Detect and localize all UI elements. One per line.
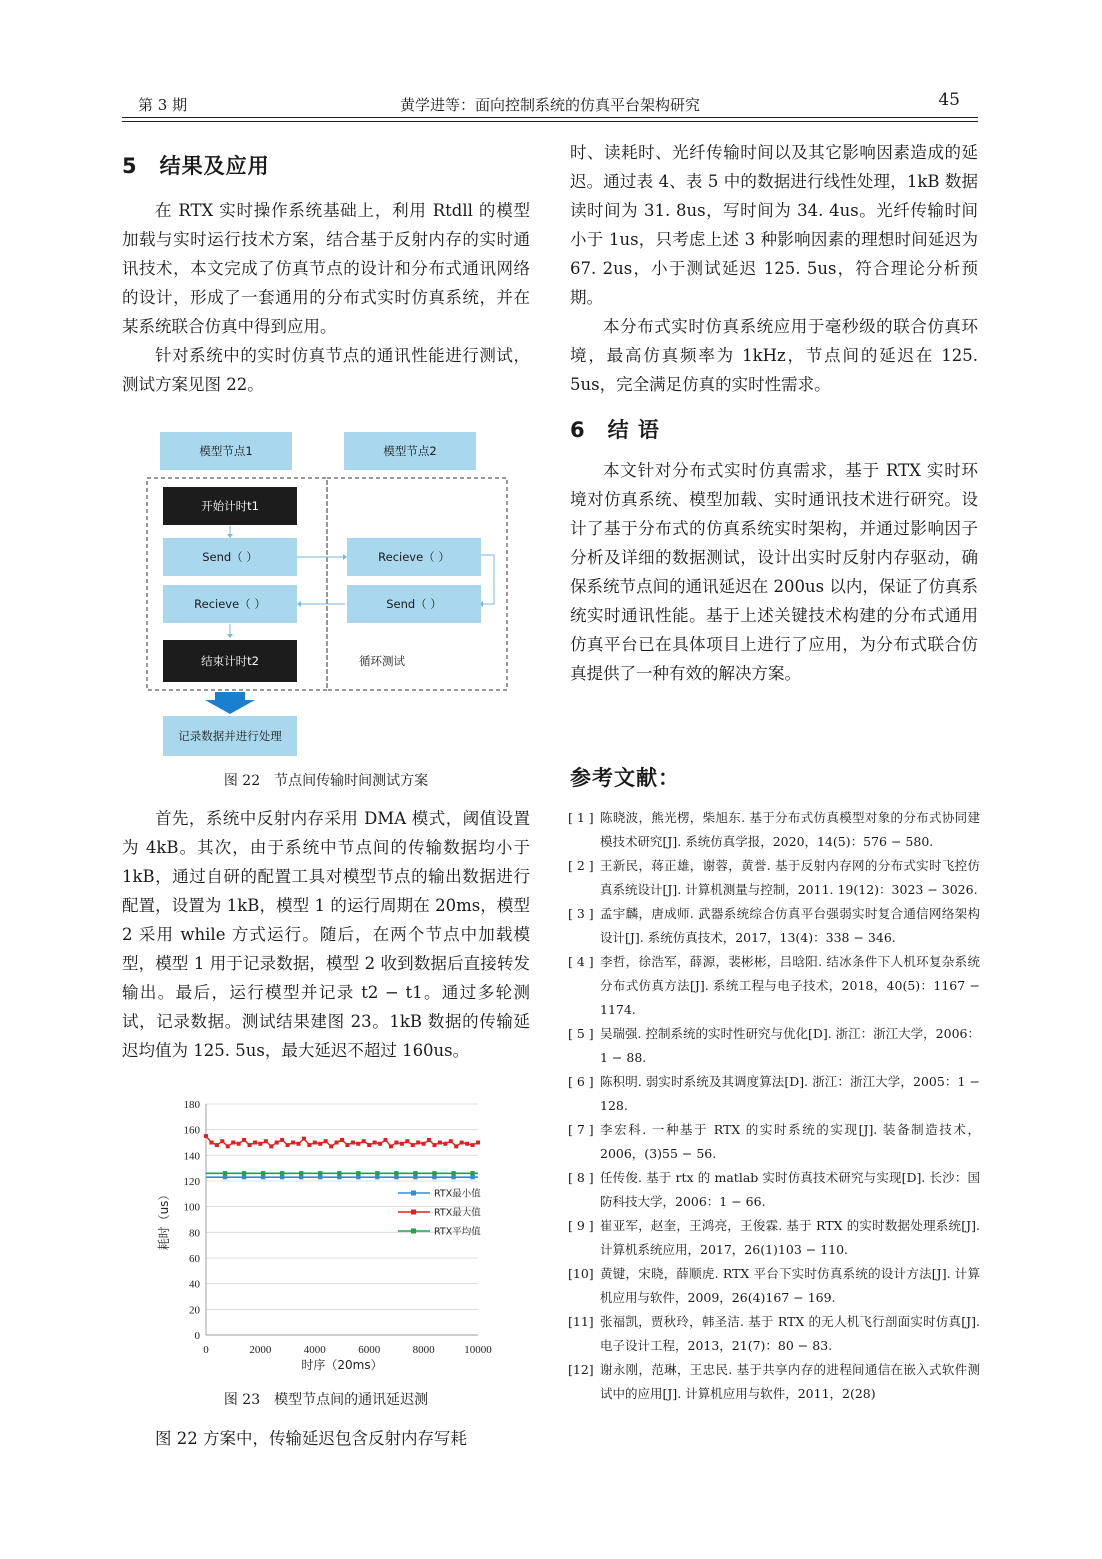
series-marker xyxy=(204,1134,208,1138)
series-marker xyxy=(261,1175,265,1179)
series-marker xyxy=(337,1175,341,1179)
y-tick-label: 0 xyxy=(194,1330,200,1342)
series-marker xyxy=(405,1139,409,1143)
section-5-paragraph-3: 首先，系统中反射内存采用 DMA 模式，阈值设置为 4kB。其次，由于系统中节点间的传输数据均小于 1kB，通过自研的配置工具对模型节点的输出数据进行配置，设置为 1kB，模型 1 的运行周期在 20ms，模型 2 采用 while 方式运行。随后，在两个节点中加载模型，模型 1 用于记录数据，模型 2 收到数据后直接转发输出。最后，运行模型并记录 t2 − t1。通过多轮测试，记录数据。测试结果建图 23。1kB 数据的传输延迟均值为 125. 5us，最大延迟不超过 160us。 xyxy=(122,809,530,1060)
series-marker xyxy=(340,1138,344,1142)
series-marker xyxy=(237,1142,241,1146)
reference-text: 任传俊. 基于 rtx 的 matlab 实时仿真技术研究与实现[D]. 长沙：国防科技大学，2006：1 − 66. xyxy=(600,1170,980,1209)
figure-23-chart xyxy=(140,1090,500,1380)
series-marker xyxy=(258,1142,262,1146)
x-tick-label: 4000 xyxy=(303,1344,326,1356)
start-timer-box: 开始计时t1 xyxy=(163,487,297,525)
series-marker xyxy=(275,1141,279,1145)
reference-text: 吴瑞强. 控制系统的实时性研究与优化[D]. 浙江：浙江大学，2006：1 − 88. xyxy=(600,1026,980,1065)
figure-22-connectors xyxy=(140,430,520,730)
x-tick-label: 2000 xyxy=(249,1344,272,1356)
series-marker xyxy=(476,1141,480,1145)
series-marker xyxy=(373,1141,377,1145)
series-marker xyxy=(291,1141,295,1145)
series-marker xyxy=(375,1175,379,1179)
series-marker xyxy=(470,1171,474,1175)
reference-number: [ 2 ] xyxy=(568,858,594,873)
reference-text: 陈晓波，熊光楞，柴旭东. 基于分布式仿真模型对象的分布式协同建模技术研究[J]. 系统仿真学报，2020，14(5)：576 − 580. xyxy=(600,810,980,849)
section-5-body-last xyxy=(122,1424,530,1453)
series-marker xyxy=(223,1171,227,1175)
series-marker xyxy=(438,1141,442,1145)
reference-item xyxy=(568,1022,980,1070)
series-marker xyxy=(307,1143,311,1147)
right-column-body xyxy=(570,138,978,399)
end-timer-box: 结束计时t2 xyxy=(163,640,297,682)
series-marker xyxy=(449,1139,453,1143)
section-5-paragraph-4: 图 22 方案中，传输延迟包含反射内存写耗 xyxy=(155,1429,467,1448)
series-marker xyxy=(389,1144,393,1148)
references-list xyxy=(568,806,980,1406)
legend-label: RTX最大值 xyxy=(434,1207,481,1219)
legend-marker xyxy=(411,1229,416,1234)
section-6-paragraph-1: 本文针对分布式实时仿真需求，基于 RTX 实时环境对仿真系统、模型加载、实时通讯技术进行研究。设计了基于分布式的仿真系统实时架构，并通过影响因子分析及详细的数据测试，设计出实时反射内存驱动，确保系统节点间的通讯延迟在 200us 以内，保证了仿真系统实时通讯性能。基于上述关键技术构建的分布式通用仿真平台已在具体项目上进行了应用，为分布式联合仿真提供了一种有效的解决方案。 xyxy=(570,461,978,683)
series-marker xyxy=(394,1171,398,1175)
header-rule-thin xyxy=(122,121,978,122)
legend-label: RTX平均值 xyxy=(434,1226,481,1238)
y-tick-label: 40 xyxy=(189,1278,200,1291)
legend-marker xyxy=(411,1191,416,1196)
reference-number: [ 3 ] xyxy=(568,906,594,921)
series-marker xyxy=(269,1144,273,1148)
series-marker xyxy=(318,1142,322,1146)
issue-number: 第 3 期 xyxy=(138,96,188,114)
reference-text: 李哲，徐浩军，薛源，裴彬彬，吕晗阳. 结冰条件下人机环复杂系统分布式仿真方法[J]. 系统工程与电子技术，2018，40(5)：1167 − 1174. xyxy=(600,954,980,1017)
running-title: 黄学进等：面向控制系统的仿真平台架构研究 xyxy=(399,96,700,114)
node1-label: 模型节点1 xyxy=(160,432,292,470)
right-paragraph-1: 时、读耗时、光纤传输时间以及其它影响因素造成的延迟。通过表 4、表 5 中的数据进行线性处理，1kB 数据读时间为 31. 8us，写时间为 34. 4us。光纤传输时间小于 1us，只考虑上述 3 种影响因素的理想时间延迟为 67. 2us，小于测试延迟 125. 5us，符合理论分析预期。 xyxy=(570,143,978,307)
reference-number: [ 4 ] xyxy=(568,954,594,969)
send-box-1: Send（ ） xyxy=(163,538,297,576)
reference-item xyxy=(568,1070,980,1118)
reference-text: 张福凯，贾秋玲，韩圣洁. 基于 RTX 的无人机飞行剖面实时仿真[J]. 电子设计工程，2013，21(7)：80 − 83. xyxy=(600,1314,980,1353)
series-marker xyxy=(432,1143,436,1147)
reference-text: 李宏科. 一种基于 RTX 的实时系统的实现[J]. 装备制造技术，2006，(3)55 − 56. xyxy=(600,1122,980,1161)
series-marker xyxy=(223,1175,227,1179)
series-marker xyxy=(226,1144,230,1148)
series-marker xyxy=(427,1138,431,1142)
series-marker xyxy=(356,1175,360,1179)
reference-number: [ 8 ] xyxy=(568,1170,594,1185)
reference-number: [11] xyxy=(568,1314,594,1329)
series-marker xyxy=(313,1141,317,1145)
reference-text: 谢永刚，范琳，王忠民. 基于共享内存的进程间通信在嵌入式软件测试中的应用[J]. 计算机应用与软件，2011，2(28) xyxy=(600,1362,980,1401)
y-axis-title: 耗时（us） xyxy=(157,1188,171,1251)
series-marker xyxy=(209,1141,213,1145)
series-marker xyxy=(356,1142,360,1146)
x-tick-label: 6000 xyxy=(358,1344,381,1356)
running-header xyxy=(122,90,978,120)
legend-label: RTX最小值 xyxy=(434,1188,481,1200)
reference-text: 王新民，蒋正雄，谢蓉，黄誉. 基于反射内存网的分布式实时飞控仿真系统设计[J]. 计算机测量与控制，2011. 19(12)：3023 − 3026. xyxy=(600,858,980,897)
series-marker xyxy=(215,1143,219,1147)
series-marker xyxy=(280,1171,284,1175)
reference-text: 陈积明. 弱实时系统及其调度算法[D]. 浙江：浙江大学，2005：1 − 128. xyxy=(600,1074,980,1113)
reference-item xyxy=(568,1166,980,1214)
series-marker xyxy=(242,1175,246,1179)
series-marker xyxy=(413,1175,417,1179)
references-title: 参考文献： xyxy=(570,766,680,790)
reference-item xyxy=(568,854,980,902)
series-marker xyxy=(375,1171,379,1175)
series-marker xyxy=(335,1141,339,1145)
section-5-body xyxy=(122,196,530,399)
series-marker xyxy=(416,1141,420,1145)
y-tick-label: 80 xyxy=(189,1227,200,1240)
series-marker xyxy=(465,1142,469,1146)
node2-label: 模型节点2 xyxy=(344,432,476,470)
series-marker xyxy=(220,1139,224,1143)
record-data-box: 记录数据并进行处理 xyxy=(163,716,297,756)
x-tick-label: 0 xyxy=(203,1344,209,1356)
reference-item xyxy=(568,950,980,1022)
reference-number: [ 6 ] xyxy=(568,1074,594,1089)
arrow-recieve-send-loop xyxy=(481,555,494,604)
series-marker xyxy=(337,1171,341,1175)
series-marker xyxy=(318,1171,322,1175)
series-marker xyxy=(367,1143,371,1147)
x-axis-title: 时序（20ms） xyxy=(301,1358,383,1372)
series-marker xyxy=(261,1171,265,1175)
send-box-2: Send（ ） xyxy=(347,585,481,623)
series-marker xyxy=(394,1141,398,1145)
reference-number: [ 7 ] xyxy=(568,1122,594,1137)
section-6-title: 6 结 语 xyxy=(570,418,660,442)
y-tick-label: 60 xyxy=(189,1253,200,1265)
reference-item xyxy=(568,1310,980,1358)
series-marker xyxy=(422,1142,426,1146)
series-marker xyxy=(471,1143,475,1147)
reference-item xyxy=(568,806,980,854)
section-6-body xyxy=(570,456,978,688)
reference-item xyxy=(568,902,980,950)
series-marker xyxy=(231,1141,235,1145)
series-marker xyxy=(296,1142,300,1146)
reference-number: [10] xyxy=(568,1266,594,1281)
series-marker xyxy=(324,1139,328,1143)
series-marker xyxy=(451,1175,455,1179)
series-marker xyxy=(351,1141,355,1145)
section-5-title: 5 结果及应用 xyxy=(122,154,270,178)
series-marker xyxy=(432,1175,436,1179)
x-tick-label: 10000 xyxy=(464,1344,492,1356)
y-tick-label: 100 xyxy=(183,1201,200,1214)
series-marker xyxy=(356,1171,360,1175)
series-marker xyxy=(329,1144,333,1148)
page-number: 45 xyxy=(938,90,960,110)
section-5-paragraph-2: 针对系统中的实时仿真节点的通讯性能进行测试，测试方案见图 22。 xyxy=(122,346,530,394)
series-marker xyxy=(443,1142,447,1146)
header-rule xyxy=(122,117,978,118)
y-tick-label: 20 xyxy=(189,1304,200,1317)
y-tick-label: 140 xyxy=(183,1150,200,1163)
section-5-body-continued xyxy=(122,804,530,1065)
reference-number: [12] xyxy=(568,1362,594,1377)
series-marker xyxy=(378,1142,382,1146)
reference-item xyxy=(568,1262,980,1310)
figure-22-caption: 图 22 节点间传输时间测试方案 xyxy=(223,773,429,789)
series-marker xyxy=(454,1144,458,1148)
reference-number: [ 1 ] xyxy=(568,810,594,825)
series-marker xyxy=(345,1143,349,1147)
series-marker xyxy=(460,1141,464,1145)
series-marker xyxy=(286,1143,290,1147)
big-down-arrow xyxy=(205,692,255,714)
series-marker xyxy=(413,1171,417,1175)
series-marker xyxy=(432,1171,436,1175)
series-marker xyxy=(280,1138,284,1142)
series-marker xyxy=(394,1175,398,1179)
reference-item xyxy=(568,1214,980,1262)
recieve-box-2: Recieve（ ） xyxy=(347,538,481,576)
series-marker xyxy=(299,1171,303,1175)
reference-item xyxy=(568,1358,980,1406)
reference-text: 黄键，宋晓，薛顺虎. RTX 平台下实时仿真系统的设计方法[J]. 计算机应用与软件，2009，26(4)167 − 169. xyxy=(600,1266,980,1305)
right-paragraph-2: 本分布式实时仿真系统应用于毫秒级的联合仿真环境，最高仿真频率为 1kHz，节点间的延迟在 125. 5us，完全满足仿真的实时性需求。 xyxy=(570,317,978,394)
recieve-box-1: Recieve（ ） xyxy=(163,585,297,623)
series-marker xyxy=(384,1138,388,1142)
series-marker xyxy=(302,1137,306,1141)
series-marker xyxy=(253,1141,257,1145)
series-marker xyxy=(248,1143,252,1147)
series-marker xyxy=(299,1175,303,1179)
series-marker xyxy=(280,1175,284,1179)
series-marker xyxy=(451,1171,455,1175)
series-marker xyxy=(264,1139,268,1143)
series-marker xyxy=(242,1171,246,1175)
series-marker xyxy=(318,1175,322,1179)
y-tick-label: 180 xyxy=(183,1099,200,1111)
section-5-paragraph-1: 在 RTX 实时操作系统基础上，利用 Rtdll 的模型加载与实时运行技术方案，结合基于反射内存的实时通讯技术，本文完成了仿真节点的设计和分布式通讯网络的设计，形成了一套通用的分布式实时仿真系统，并在某系统联合仿真中得到应用。 xyxy=(122,201,530,336)
series-marker xyxy=(242,1138,246,1142)
figure-22-flowchart xyxy=(140,430,520,765)
y-tick-label: 160 xyxy=(183,1124,200,1137)
loop-test-label: 循环测试 xyxy=(359,654,405,668)
reference-number: [ 5 ] xyxy=(568,1026,594,1041)
y-tick-label: 120 xyxy=(183,1176,200,1188)
legend-marker xyxy=(411,1210,416,1215)
reference-number: [ 9 ] xyxy=(568,1218,594,1233)
reference-text: 孟宇麟，唐成师. 武器系统综合仿真平台强弱实时复合通信网络架构设计[J]. 系统仿真技术，2017，13(4)：338 − 346. xyxy=(600,906,980,945)
series-marker xyxy=(362,1139,366,1143)
reference-item xyxy=(568,1118,980,1166)
series-marker xyxy=(400,1142,404,1146)
series-marker xyxy=(470,1175,474,1179)
figure-23-caption: 图 23 模型节点间的通讯延迟测 xyxy=(223,1392,429,1408)
reference-text: 崔亚军，赵奎，王鸿亮，王俊霖. 基于 RTX 的实时数据处理系统[J]. 计算机系统应用，2017，26(1)103 − 110. xyxy=(600,1218,980,1257)
series-marker xyxy=(411,1143,415,1147)
x-tick-label: 8000 xyxy=(412,1344,435,1356)
